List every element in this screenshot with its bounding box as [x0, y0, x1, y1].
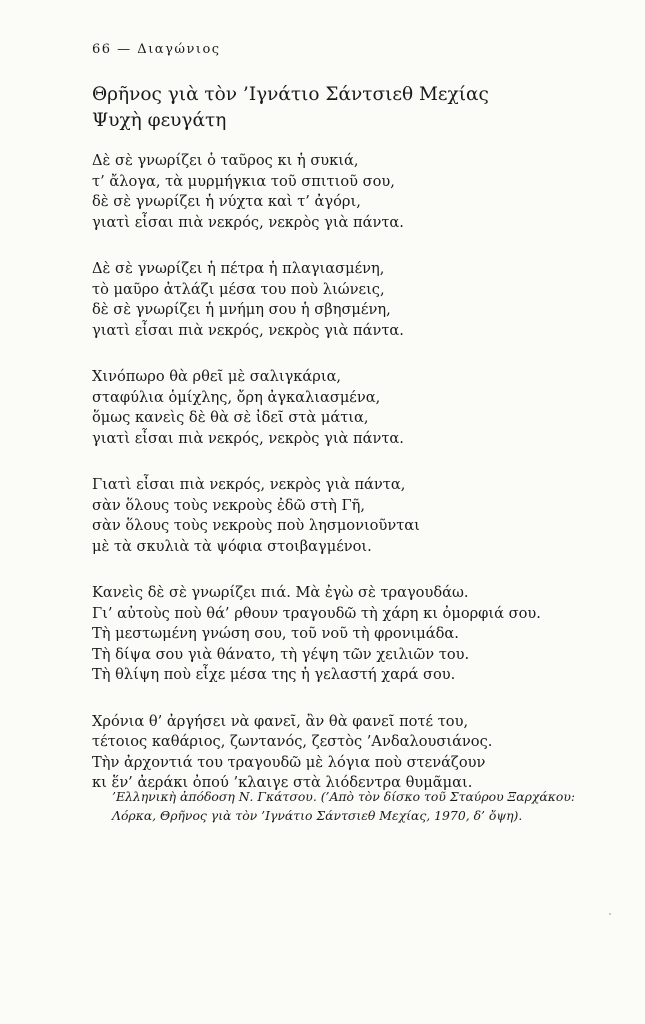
stanza-4: [92, 475, 622, 557]
poem-title: [92, 82, 489, 134]
verse-line: μὲ τὰ σκυλιὰ τὰ ψόφια στοιβαγμένοι.: [92, 537, 372, 555]
verse-line: κι ἕν’ ἀεράκι ὀπού ’κλαιγε στὰ λιόδεντρα θυμᾶμαι.: [92, 774, 473, 791]
verse-line: Τὴ δίψα σου γιὰ θάνατο, τὴ γέψη τῶν χειλιῶν του.: [92, 645, 470, 663]
translation-credit: [112, 787, 575, 825]
poem-body: [92, 151, 622, 820]
stanza-2: [92, 259, 622, 341]
verse-line: Δὲ σὲ γνωρίζει ὁ ταῦρος κι ἡ συκιά,: [92, 152, 359, 169]
verse-line: ὅμως κανεὶς δὲ θὰ σὲ ἰδεῖ στὰ μάτια,: [92, 409, 369, 426]
verse-line: Τὴ θλίψη ποὺ εἶχε μέσα της ἡ γελαστή χαρά σου.: [92, 666, 456, 683]
verse-line: γιατὶ εἶσαι πιὰ νεκρός, νεκρὸς γιὰ πάντα.: [92, 321, 404, 339]
running-head: 66 — Διαγώνιος: [92, 42, 221, 57]
verse-line: γιατὶ εἶσαι πιὰ νεκρός, νεκρὸς γιὰ πάντα.: [92, 429, 404, 447]
verse-line: γιατὶ εἶσαι πιὰ νεκρός, νεκρὸς γιὰ πάντα.: [92, 213, 404, 231]
verse-line: δὲ σὲ γνωρίζει ἡ μνήμη σου ἡ σβησμένη,: [92, 301, 391, 318]
verse-line: σὰν ὅλους τοὺς νεκροὺς ἐδῶ στὴ Γῆ,: [92, 496, 366, 514]
verse-line: τέτοιος καθάριος, ζωντανός, ζεστὸς ’Ανδαλουσιάνος.: [92, 733, 493, 750]
verse-line: Κανεὶς δὲ σὲ γνωρίζει πιά. Μὰ ἐγὼ σὲ τραγουδάω.: [92, 584, 469, 601]
verse-line: Γι’ αὐτοὺς ποὺ θά’ ρθουν τραγουδῶ τὴ χάρη κι ὀμορφιά σου.: [92, 604, 541, 622]
credit-line: ’Ελληνικὴ ἀπόδοση Ν. Γκάτσου. (’Απὸ τὸν δίσκο τοῦ Σταύρου Ξαρχάκου:: [112, 789, 576, 804]
verse-line: τὸ μαῦρο ἀτλάζι μέσα του ποὺ λιώνεις,: [92, 280, 385, 298]
paper-speck: [609, 913, 611, 915]
stanza-1: [92, 151, 622, 233]
title-line: Θρῆνος γιὰ τὸν ’Ιγνάτιο Σάντσιεθ Μεχίας: [92, 84, 489, 105]
verse-line: τ’ ἄλογα, τὰ μυρμήγκια τοῦ σπιτιοῦ σου,: [92, 172, 395, 190]
verse-line: δὲ σὲ γνωρίζει ἡ νύχτα καὶ τ’ ἀγόρι,: [92, 193, 361, 210]
verse-line: σταφύλια ὁμίχλης, ὄρη ἀγκαλιασμένα,: [92, 388, 381, 406]
credit-line: Λόρκα, Θρῆνος γιὰ τὸν ’Ιγνάτιο Σάντσιεθ Μεχίας, 1970, δ’ ὄψη).: [112, 808, 523, 823]
verse-line: Τὴ μεστωμένη γνώση σου, τοῦ νοῦ τὴ φρονιμάδα.: [92, 625, 459, 642]
stanza-3: [92, 367, 622, 449]
verse-line: Χινόπωρο θὰ ρθεῖ μὲ σαλιγκάρια,: [92, 368, 342, 385]
verse-line: Γιατὶ εἶσαι πιὰ νεκρός, νεκρὸς γιὰ πάντα,: [92, 476, 406, 493]
verse-line: Χρόνια θ’ ἀργήσει νὰ φανεῖ, ἂν θὰ φανεῖ ποτέ του,: [92, 712, 469, 730]
subtitle-line: Ψυχὴ φευγάτη: [92, 110, 227, 131]
verse-line: σὰν ὅλους τοὺς νεκροὺς ποὺ λησμονιοῦνται: [92, 517, 420, 534]
verse-line: Δὲ σὲ γνωρίζει ἡ πέτρα ἡ πλαγιασμένη,: [92, 260, 385, 277]
verse-line: Τὴν ἀρχοντιά του τραγουδῶ μὲ λόγια ποὺ στενάζουν: [92, 753, 486, 771]
stanza-5: [92, 583, 622, 686]
stanza-6: [92, 712, 622, 794]
